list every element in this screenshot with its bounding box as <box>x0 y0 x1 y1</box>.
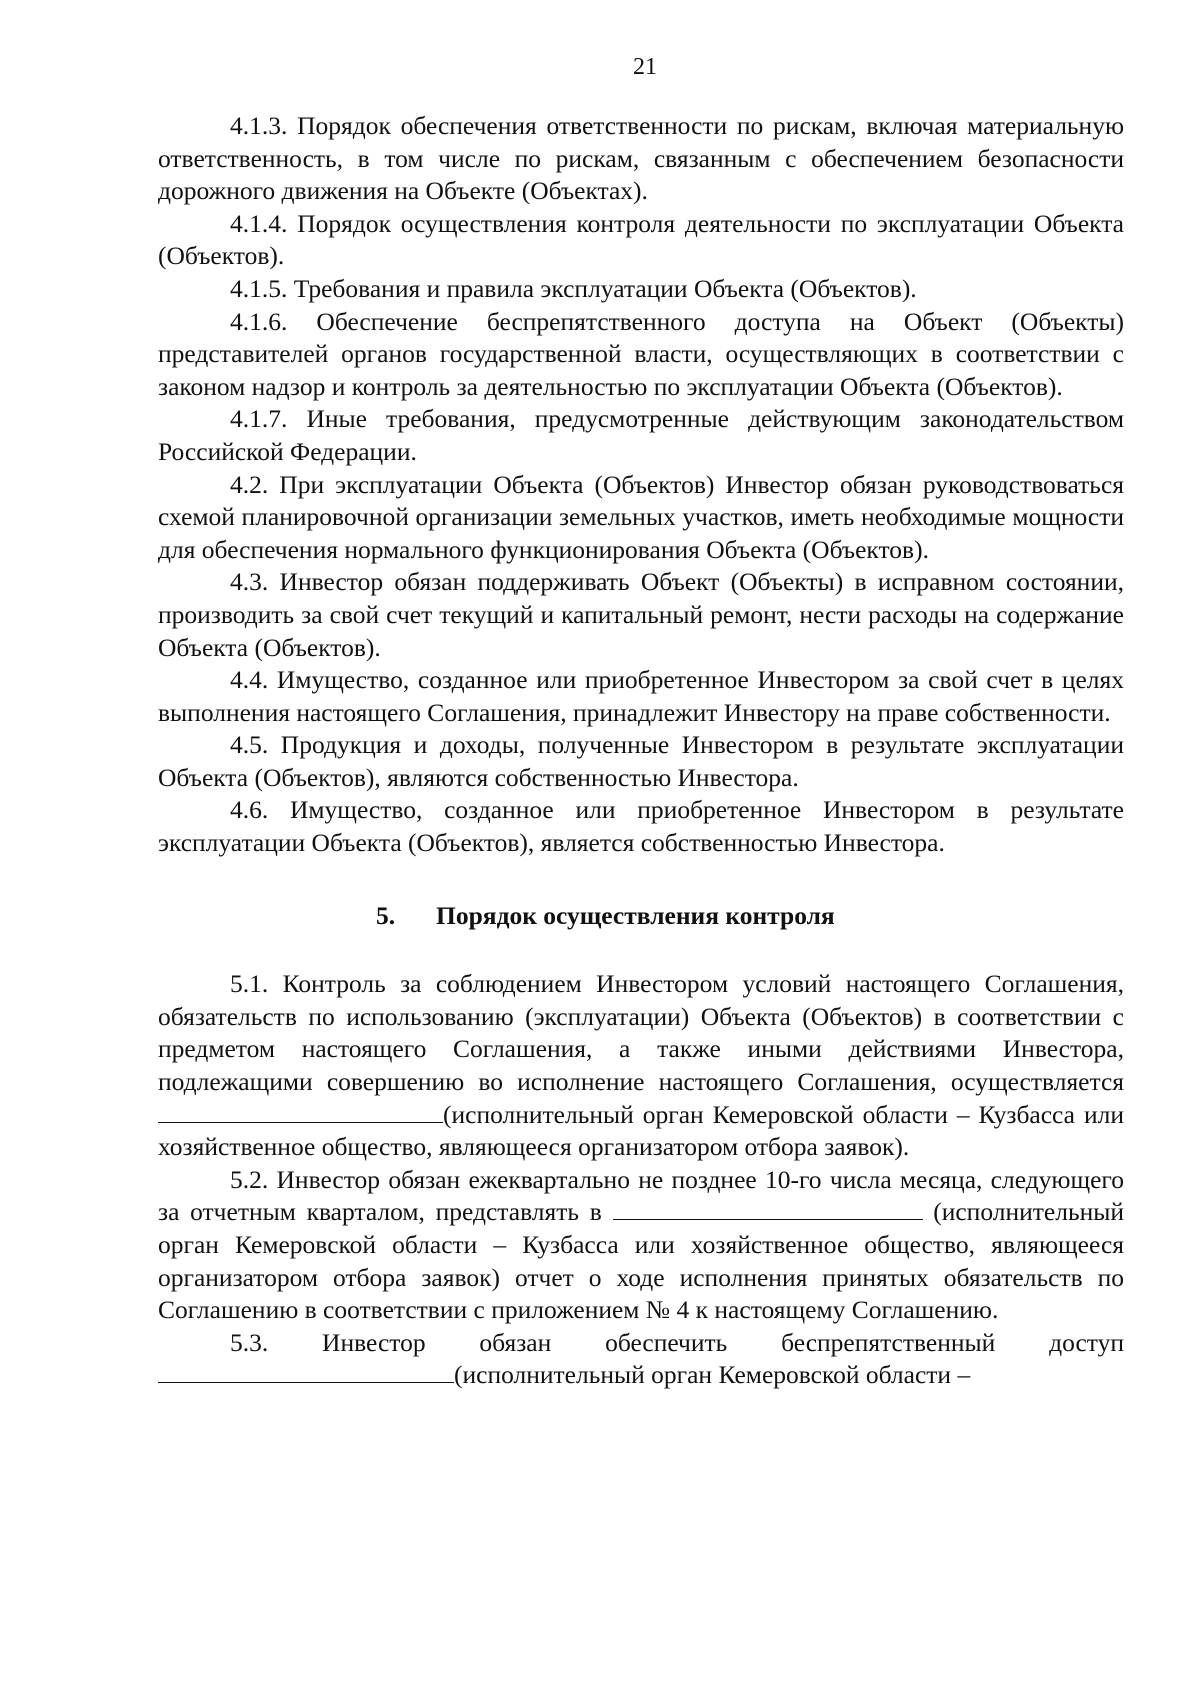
section-heading <box>158 900 1124 933</box>
blank-field-line <box>613 1197 923 1220</box>
paragraph-5-2-text-end: (исполнительный орган Кемеровской области – Кузбасса или хозяйственное общество, являющееся организатором отбора заявок) отчет о ходе исполнения принятых обязательств по Соглашению в соответствии с приложением № 4 к настоящему Соглашению. <box>158 1197 1124 1325</box>
section-title: Порядок осуществления контроля <box>436 900 835 930</box>
page-number: 21 <box>633 54 657 80</box>
paragraph-5-1-text-start: 5.1. Контроль за соблюдением Инвестором условий настоящего Соглашения, обязательств по использованию (эксплуатации) Объекта (Объектов) в соответствии с предметом настоящего Соглашения, а также иными действиями Инвестора, подлежащими совершению во исполнение настоящего Соглашения, осуществляется <box>158 969 1124 1097</box>
paragraph-4-1-3: 4.1.3. Порядок обеспечения ответственности по рискам, включая материальную ответственность, в том числе по рискам, связанным с обеспечением безопасности дорожного движения на Объекте (Объектах). <box>158 111 1124 206</box>
paragraph-5-3-text-end: (исполнительный орган Кемеровской области – <box>454 1360 971 1390</box>
paragraph-4-6: 4.6. Имущество, созданное или приобретенное Инвестором в результате эксплуатации Объекта (Объектов), является собственностью Инвестора. <box>158 795 1124 858</box>
paragraph-4-3: 4.3. Инвестор обязан поддерживать Объект (Объекты) в исправном состоянии, производить за свой счет текущий и капитальный ремонт, нести расходы на содержание Объекта (Объектов). <box>158 567 1124 662</box>
paragraph-4-5: 4.5. Продукция и доходы, полученные Инвестором в результате эксплуатации Объекта (Объектов), являются собственностью Инвестора. <box>158 730 1124 792</box>
paragraph-4-1-7: 4.1.7. Иные требования, предусмотренные действующим законодательством Российской Федерации. <box>158 404 1124 466</box>
document-body <box>158 110 1124 1392</box>
paragraph-4-2: 4.2. При эксплуатации Объекта (Объектов) Инвестор обязан руководствоваться схемой планировочной организации земельных участков, иметь необходимые мощности для обеспечения нормального функционирования Объекта (Объектов). <box>158 469 1124 564</box>
paragraph-4-1-4: 4.1.4. Порядок осуществления контроля деятельности по эксплуатации Объекта (Объектов). <box>158 208 1124 271</box>
blank-field-line <box>158 1360 454 1383</box>
paragraph-4-4: 4.4. Имущество, созданное или приобретенное Инвестором за свой счет в целях выполнения настоящего Соглашения, принадлежит Инвестору на праве собственности. <box>158 665 1124 727</box>
paragraph-5-2 <box>158 1164 1124 1327</box>
paragraph-4-1-5: 4.1.5. Требования и правила эксплуатации Объекта (Объектов). <box>230 273 917 303</box>
paragraph-5-1-text-end: (исполнительный орган Кемеровской области – Кузбасса или хозяйственное общество, являющееся организатором отбора заявок). <box>158 1099 1124 1162</box>
paragraph-5-3 <box>158 1327 1124 1392</box>
paragraph-5-2-text-start: 5.2. Инвестор обязан ежеквартально не позднее 10-го числа месяца, следующего за отчетным кварталом, представлять в <box>158 1164 1124 1227</box>
paragraph-4-1-6: 4.1.6. Обеспечение беспрепятственного доступа на Объект (Объекты) представителей органов государственной власти, осуществляющих в соответствии с законом надзор и контроль за деятельностью по эксплуатации Объекта (Объектов). <box>158 306 1124 401</box>
paragraph-5-3-text-start: 5.3. Инвестор обязан обеспечить беспрепятственный доступ <box>230 1327 1124 1357</box>
paragraph-5-1 <box>158 968 1124 1164</box>
blank-field-line <box>158 1100 443 1123</box>
section-number: 5. <box>376 900 396 930</box>
